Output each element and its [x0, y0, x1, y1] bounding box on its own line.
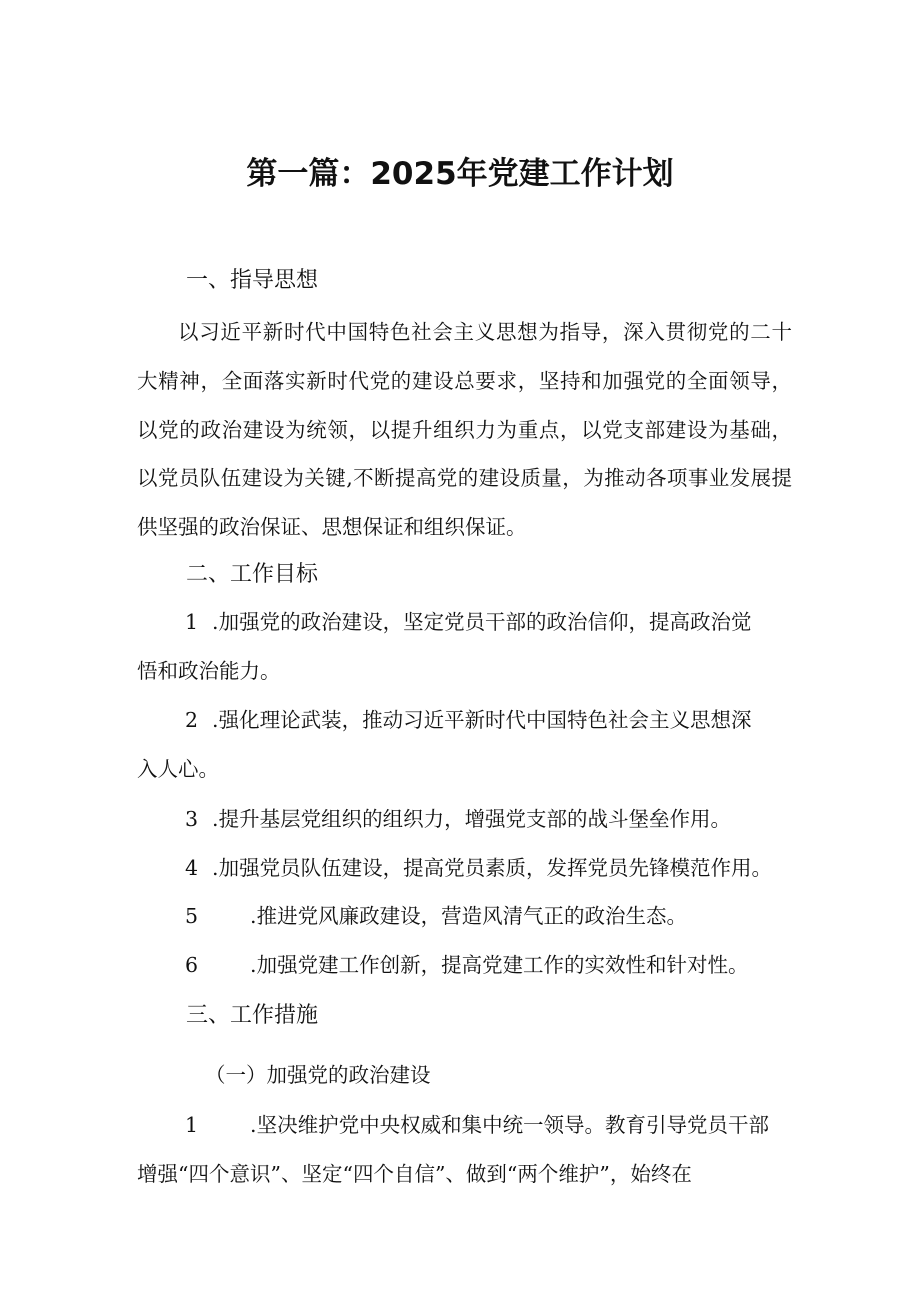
goal-item-5 — [137, 892, 797, 941]
goal-item-number: 5 — [185, 904, 199, 928]
measure-item-text-continued: 增强“四个意识”、坚定“四个自信”、做到“两个维护”，始终在 — [137, 1161, 692, 1186]
measure-item-text: .坚决维护党中央权威和集中统一领导。教育引导党员干部 — [250, 1113, 770, 1137]
measure-item-1 — [137, 1101, 797, 1199]
document-title: 第一篇：2025年党建工作计划 — [246, 156, 674, 192]
goal-item-text-continued: 悟和政治能力。 — [137, 658, 281, 683]
goal-item-text: .强化理论武装，推动习近平新时代中国特色社会主义思想深 — [212, 708, 752, 732]
subsection-heading-political-building: （一）加强党的政治建设 — [205, 1063, 431, 1087]
section-heading-work-measures: 三、工作措施 — [186, 1003, 319, 1028]
goal-item-text: .加强党的政治建设，坚定党员干部的政治信仰，提高政治觉 — [212, 610, 752, 634]
goal-item-text: .加强党员队伍建设，提高党员素质，发挥党员先锋模范作用。 — [212, 856, 773, 880]
goal-item-number: 3 — [185, 807, 199, 831]
goal-item-number: 1 — [185, 610, 199, 634]
goal-item-text: .提升基层党组织的组织力，增强党支部的战斗堡垒作用。 — [212, 807, 732, 831]
goal-item-6 — [137, 941, 797, 990]
goal-item-number: 4 — [185, 856, 199, 880]
goal-item-4 — [137, 844, 797, 893]
section-heading-guiding-ideology: 一、指导思想 — [186, 268, 319, 293]
guiding-ideology-paragraph: 以习近平新时代中国特色社会主义思想为指导，深入贯彻党的二十大精神，全面落实新时代党的建设总要求，坚持和加强党的全面领导，以党的政治建设为统领，以提升组织力为重点，以党支部建设为基础，以党员队伍建设为关键,不断提高党的建设质量，为推动各项事业发展提供坚强的政治保证、思想保证和组织保证。 — [137, 320, 792, 540]
section-heading-work-goals: 二、工作目标 — [186, 562, 319, 587]
goal-item-3 — [137, 795, 797, 844]
goal-item-2 — [137, 696, 797, 794]
goal-item-text-continued: 入人心。 — [137, 756, 219, 781]
goal-item-1 — [137, 598, 797, 696]
goal-item-number: 6 — [185, 953, 199, 977]
goal-item-text: .加强党建工作创新，提高党建工作的实效性和针对性。 — [250, 953, 749, 977]
goal-item-text: .推进党风廉政建设，营造风清气正的政治生态。 — [250, 904, 688, 928]
measure-item-number: 1 — [185, 1113, 199, 1137]
goal-item-number: 2 — [185, 708, 199, 732]
